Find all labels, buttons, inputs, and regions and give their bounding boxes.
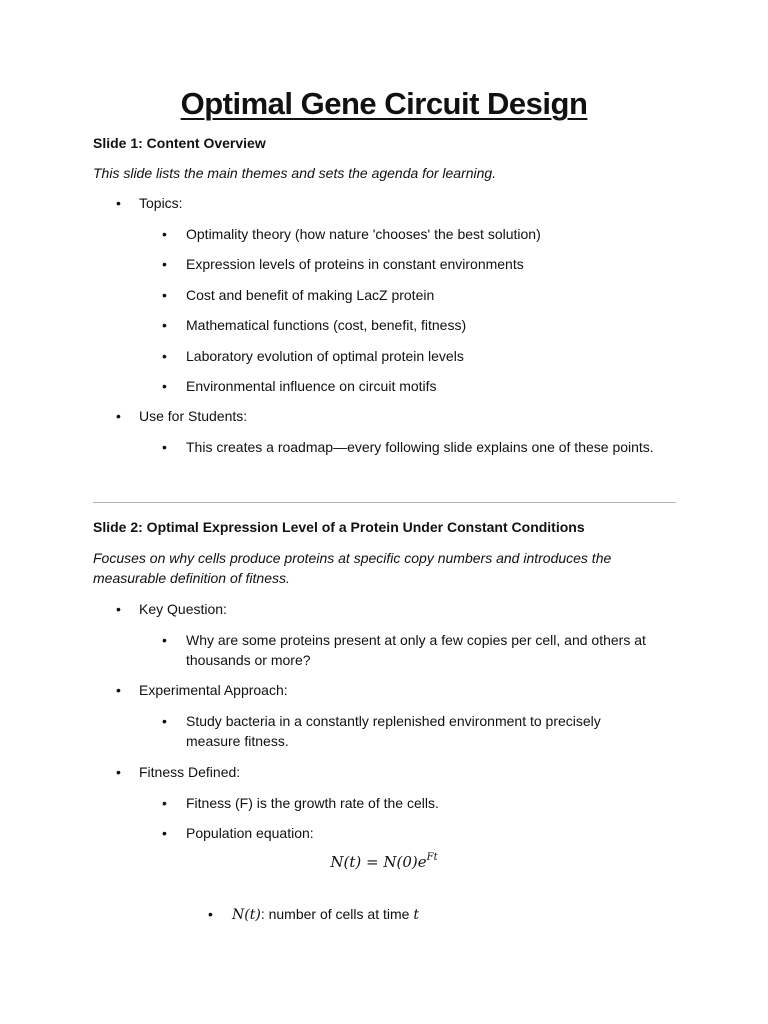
- experimental-approach-label: Experimental Approach:: [139, 682, 288, 698]
- equation-term-item: [232, 904, 419, 925]
- equation-term-symbol: N(t): [232, 907, 261, 923]
- topics-label: Topics:: [139, 195, 183, 211]
- bullet-dot: •: [162, 632, 167, 648]
- population-equation: [0, 852, 768, 872]
- slide2-heading: Slide 2: Optimal Expression Level of a Protein Under Constant Conditions: [93, 519, 585, 535]
- slide1-heading: Slide 1: Content Overview: [93, 135, 266, 151]
- bullet-dot: •: [162, 378, 167, 394]
- bullet-dot: •: [162, 713, 167, 729]
- bullet-dot: •: [162, 226, 167, 242]
- slide2-intro: Focuses on why cells produce proteins at specific copy numbers and introduces the measurable definition of fitness.: [93, 550, 612, 586]
- fitness-defined-label: Fitness Defined:: [139, 764, 241, 780]
- document-title: Optimal Gene Circuit Design: [180, 86, 588, 121]
- slide1-intro: This slide lists the main themes and sets the agenda for learning.: [93, 165, 497, 181]
- equation-term-description: : number of cells at time: [260, 906, 414, 922]
- topic-item: Mathematical functions (cost, benefit, fitness): [186, 317, 467, 333]
- equation-exponent: Ft: [426, 852, 438, 863]
- bullet-dot: •: [116, 195, 121, 211]
- bullet-dot: •: [162, 825, 167, 841]
- topic-item: Optimality theory (how nature 'chooses' the best solution): [186, 226, 541, 242]
- equation-rhs-base: N(0)e: [383, 853, 427, 871]
- equation-equals: =: [366, 853, 379, 871]
- key-question-item: Why are some proteins present at only a few copies per cell, and others at thousands or more?: [186, 632, 646, 668]
- fitness-item: Population equation:: [186, 825, 314, 841]
- bullet-dot: •: [208, 906, 213, 922]
- bullet-dot: •: [162, 795, 167, 811]
- topic-item: Laboratory evolution of optimal protein levels: [186, 348, 464, 364]
- topic-item: Expression levels of proteins in constant environments: [186, 256, 524, 272]
- bullet-dot: •: [162, 256, 167, 272]
- section-divider: [93, 502, 676, 503]
- bullet-dot: •: [162, 287, 167, 303]
- bullet-dot: •: [116, 408, 121, 424]
- key-question-label: Key Question:: [139, 601, 227, 617]
- bullet-dot: •: [116, 601, 121, 617]
- topic-item: Cost and benefit of making LacZ protein: [186, 287, 435, 303]
- use-for-students-label: Use for Students:: [139, 408, 248, 424]
- bullet-dot: •: [162, 439, 167, 455]
- use-item: This creates a roadmap—every following slide explains one of these points.: [186, 439, 654, 455]
- equation-lhs: N(t): [330, 853, 362, 871]
- approach-item: Study bacteria in a constantly replenished environment to precisely measure fitness.: [186, 713, 601, 749]
- bullet-dot: •: [162, 348, 167, 364]
- bullet-dot: •: [116, 764, 121, 780]
- bullet-dot: •: [162, 317, 167, 333]
- bullet-dot: •: [116, 682, 121, 698]
- fitness-item: Fitness (F) is the growth rate of the cells.: [186, 795, 439, 811]
- equation-term-variable: t: [413, 907, 419, 923]
- topic-item: Environmental influence on circuit motifs: [186, 378, 437, 394]
